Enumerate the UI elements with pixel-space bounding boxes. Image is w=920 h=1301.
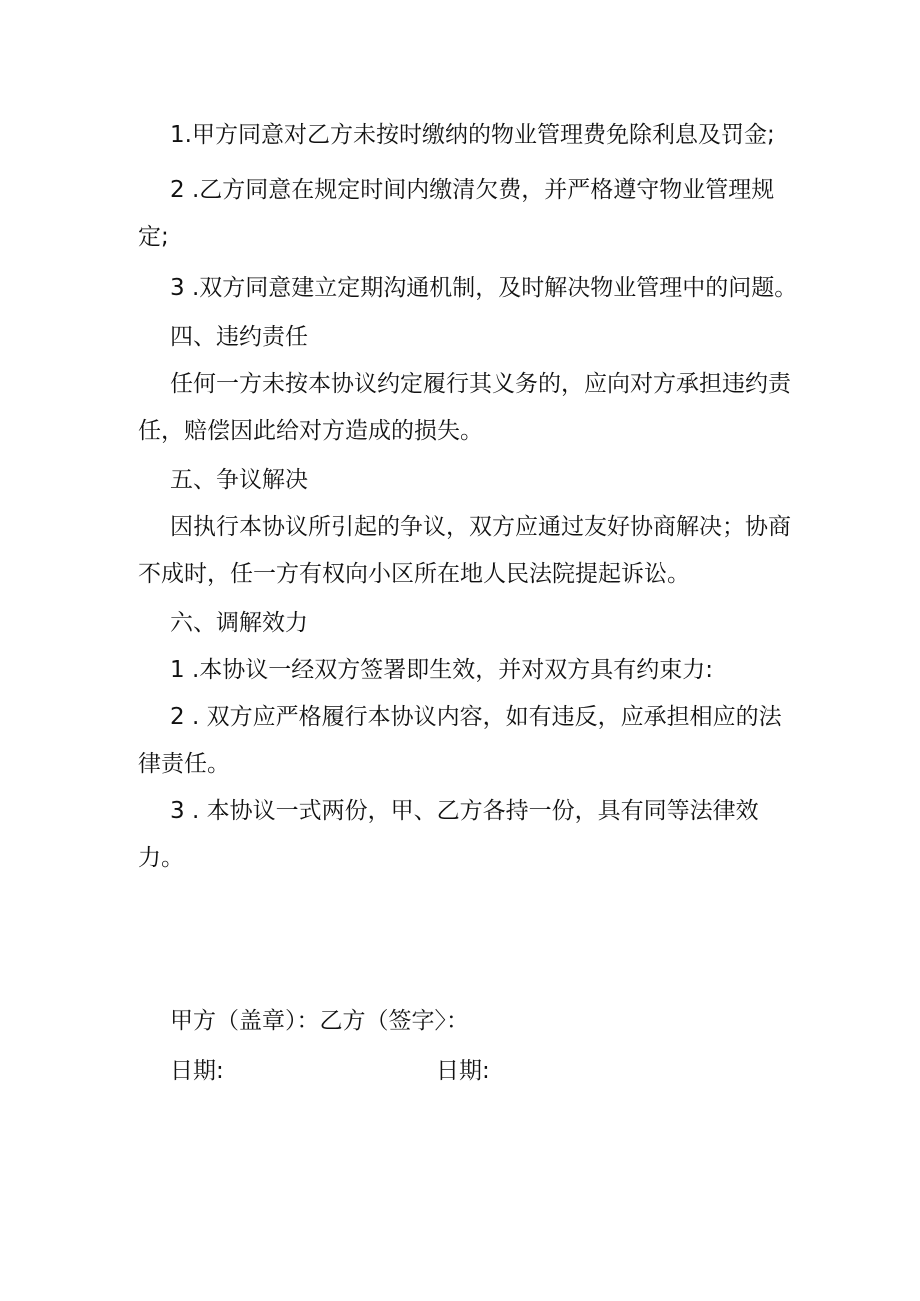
effect-item-2: 2 . 双方应严格履行本协议内容，如有违反，应承担相应的法律责任。	[138, 704, 782, 777]
section-heading-dispute: 五、争议解决	[170, 467, 308, 493]
party-a-date-label: 日期:	[170, 1058, 224, 1084]
effect-item-1: 1 .本协议一经双方签署即生效，并对双方具有约束力:	[170, 657, 714, 683]
signature-parties-row	[170, 998, 810, 1048]
term-2: 2 .乙方同意在规定时间内缴清欠费，并严格遵守物业管理规定;	[138, 177, 775, 250]
section-body-dispute: 因执行本协议所引起的争议，双方应通过友好协商解决；协商不成时，任一方有权向小区所在地人民法院提起诉讼。	[138, 514, 791, 587]
section-heading-breach: 四、违约责任	[170, 324, 308, 350]
section-heading-effect: 六、调解效力	[170, 610, 308, 636]
term-3: 3 .双方同意建立定期沟通机制，及时解决物业管理中的问题。	[170, 275, 798, 301]
term-1: 1.甲方同意对乙方未按时缴纳的物业管理费免除利息及罚金;	[170, 122, 775, 148]
effect-item-3: 3 . 本协议一式两份，甲、乙方各持一份，具有同等法律效力。	[138, 798, 759, 871]
agreement-body	[138, 112, 798, 882]
party-b-date-label: 日期:	[436, 1058, 490, 1084]
section-body-breach: 任何一方未按本协议约定履行其义务的，应向对方承担违约责任，赔偿因此给对方造成的损失。	[138, 371, 791, 444]
signature-parties-label: 甲方（盖章）：乙方（签字〉：	[170, 1008, 469, 1034]
signature-dates-row	[170, 1048, 810, 1098]
signature-block	[170, 998, 810, 1098]
